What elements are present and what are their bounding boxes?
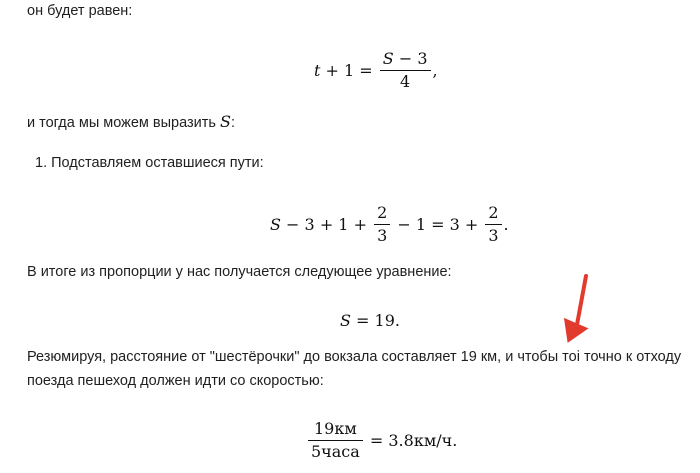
eq2-s: S (270, 214, 281, 234)
eq1-fraction (380, 50, 431, 90)
equation-2 (270, 204, 509, 244)
express-var: S (219, 112, 231, 131)
eq4-num: 19км (313, 419, 357, 438)
text-intro: он будет равен: (27, 3, 133, 19)
text-express-s (27, 112, 235, 131)
eq2-f2-num: 2 (488, 203, 499, 222)
eq4-fraction (308, 420, 363, 460)
list-item-1: 1. Подставляем оставшиеся пути: (35, 155, 264, 171)
text-summary: Резюмируя, расстояние от "шестёрочки" до вокзала составляет 19 км, и чтобы тоі точно к отходу (27, 349, 682, 365)
text-result-intro: В итоге из пропорции у нас получается следующее уравнение: (27, 264, 452, 280)
eq1-num-rest: − 3 (393, 49, 428, 68)
eq3-rest: = 19. (350, 311, 400, 330)
equation-1 (314, 50, 438, 90)
eq1-lhs: + 1 = (320, 60, 378, 80)
eq2-tail: . (503, 214, 509, 234)
eq2-f1-den: 3 (377, 225, 388, 245)
text-speed-intro: поезда пешеход должен идти со скоростью: (27, 373, 324, 389)
eq1-den: 4 (400, 71, 411, 91)
eq2-fraction-2 (485, 204, 501, 244)
eq1-num-s: S (382, 49, 394, 68)
eq2-part2: − 1 = 3 + (392, 214, 484, 234)
eq1-t: t (314, 60, 321, 80)
eq4-den: 5часа (311, 441, 360, 461)
equation-4 (306, 420, 457, 460)
arrow-shaft (576, 276, 586, 330)
express-suffix: : (230, 115, 235, 131)
equation-3 (340, 311, 400, 330)
eq2-f1-num: 2 (377, 203, 388, 222)
eq4-rest: = 3.8км/ч. (364, 430, 458, 450)
eq2-f2-den: 3 (488, 225, 499, 245)
arrow-head (560, 318, 590, 346)
eq2-fraction-1 (374, 204, 390, 244)
eq2-part1: − 3 + 1 + (280, 214, 373, 234)
express-prefix: и тогда мы можем выразить (27, 115, 220, 131)
eq1-tail: , (432, 60, 438, 80)
eq3-s: S (340, 311, 351, 330)
red-arrow-icon (540, 270, 600, 350)
